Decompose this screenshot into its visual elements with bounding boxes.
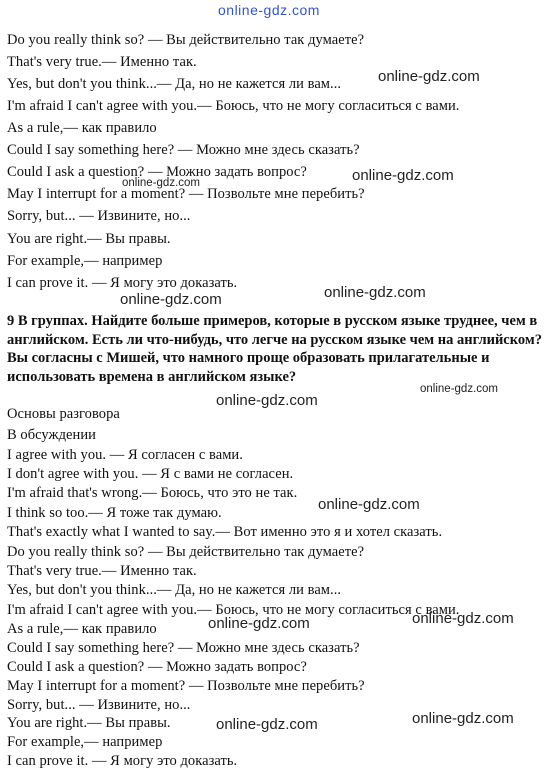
phrase-line: For example,— например <box>7 253 163 269</box>
phrase-line: Could I say something here? — Можно мне здесь сказать? <box>7 142 360 158</box>
watermark: online-gdz.com <box>420 383 498 395</box>
watermark: online-gdz.com <box>122 177 200 189</box>
phrase-line: That's very true.— Именно так. <box>7 54 197 70</box>
phrase-line: I think so too.— Я тоже так думаю. <box>7 505 222 521</box>
phrase-line: Sorry, but... — Извините, но... <box>7 697 191 713</box>
watermark: online-gdz.com <box>412 610 514 627</box>
phrase-line: As a rule,— как правило <box>7 621 157 637</box>
watermark: online-gdz.com <box>378 68 480 85</box>
phrase-line: Could I ask a question? — Можно задать вопрос? <box>7 164 307 180</box>
phrase-line: Yes, but don't you think...— Да, но не кажется ли вам... <box>7 582 342 598</box>
watermark: online-gdz.com <box>412 710 514 727</box>
phrase-line: May I interrupt for a moment? — Позвольте мне перебить? <box>7 678 365 694</box>
phrase-line: I'm afraid that's wrong.— Боюсь, что это не так. <box>7 485 298 501</box>
phrase-line: I can prove it. — Я могу это доказать. <box>7 275 238 291</box>
watermark: online-gdz.com <box>208 615 310 632</box>
phrase-line: That's exactly what I wanted to say.— Вот именно это я и хотел сказать. <box>7 524 443 540</box>
phrase-line: Could I ask a question? — Можно задать вопрос? <box>7 659 307 675</box>
watermark: online-gdz.com <box>352 167 454 184</box>
phrase-line: You are right.— Вы правы. <box>7 715 171 731</box>
phrase-line: You are right.— Вы правы. <box>7 231 171 247</box>
watermark: online-gdz.com <box>216 392 318 409</box>
phrase-line: Sorry, but... — Извините, но... <box>7 208 191 224</box>
watermark-top: online-gdz.com <box>218 2 320 18</box>
section-subheading: В обсуждении <box>7 427 96 443</box>
watermark: online-gdz.com <box>318 496 420 513</box>
phrase-line: May I interrupt for a moment? — Позвольте мне перебить? <box>7 186 365 202</box>
phrase-line: I can prove it. — Я могу это доказать. <box>7 753 238 769</box>
phrase-line: I'm afraid I can't agree with you.— Боюсь, что не могу согласиться с вами. <box>7 602 460 618</box>
phrase-line: I agree with you. — Я согласен с вами. <box>7 447 243 463</box>
phrase-line: Do you really think so? — Вы действительно так думаете? <box>7 32 365 48</box>
phrase-line: For example,— например <box>7 734 163 750</box>
watermark: online-gdz.com <box>324 284 426 301</box>
phrase-line: Yes, but don't you think...— Да, но не кажется ли вам... <box>7 76 342 92</box>
phrase-line: I don't agree with you. — Я с вами не согласен. <box>7 466 294 482</box>
phrase-line: Could I say something here? — Можно мне здесь сказать? <box>7 640 360 656</box>
phrase-line: That's very true.— Именно так. <box>7 563 197 579</box>
watermark: online-gdz.com <box>120 291 222 308</box>
phrase-line: I'm afraid I can't agree with you.— Боюсь, что не могу согласиться с вами. <box>7 98 460 114</box>
phrase-line: Do you really think so? — Вы действительно так думаете? <box>7 544 365 560</box>
section-heading: Основы разговора <box>7 406 120 422</box>
exercise-task: 9 В группах. Найдите больше примеров, которые в русском языке труднее, чем в английском. Есть ли что-нибудь, что легче на русском языке чем на английском? Вы согласны с Мишей, что намного проще образовать прилагательные и использовать времена в английском языке? <box>7 313 542 385</box>
phrase-line: As a rule,— как правило <box>7 120 157 136</box>
watermark: online-gdz.com <box>216 716 318 733</box>
